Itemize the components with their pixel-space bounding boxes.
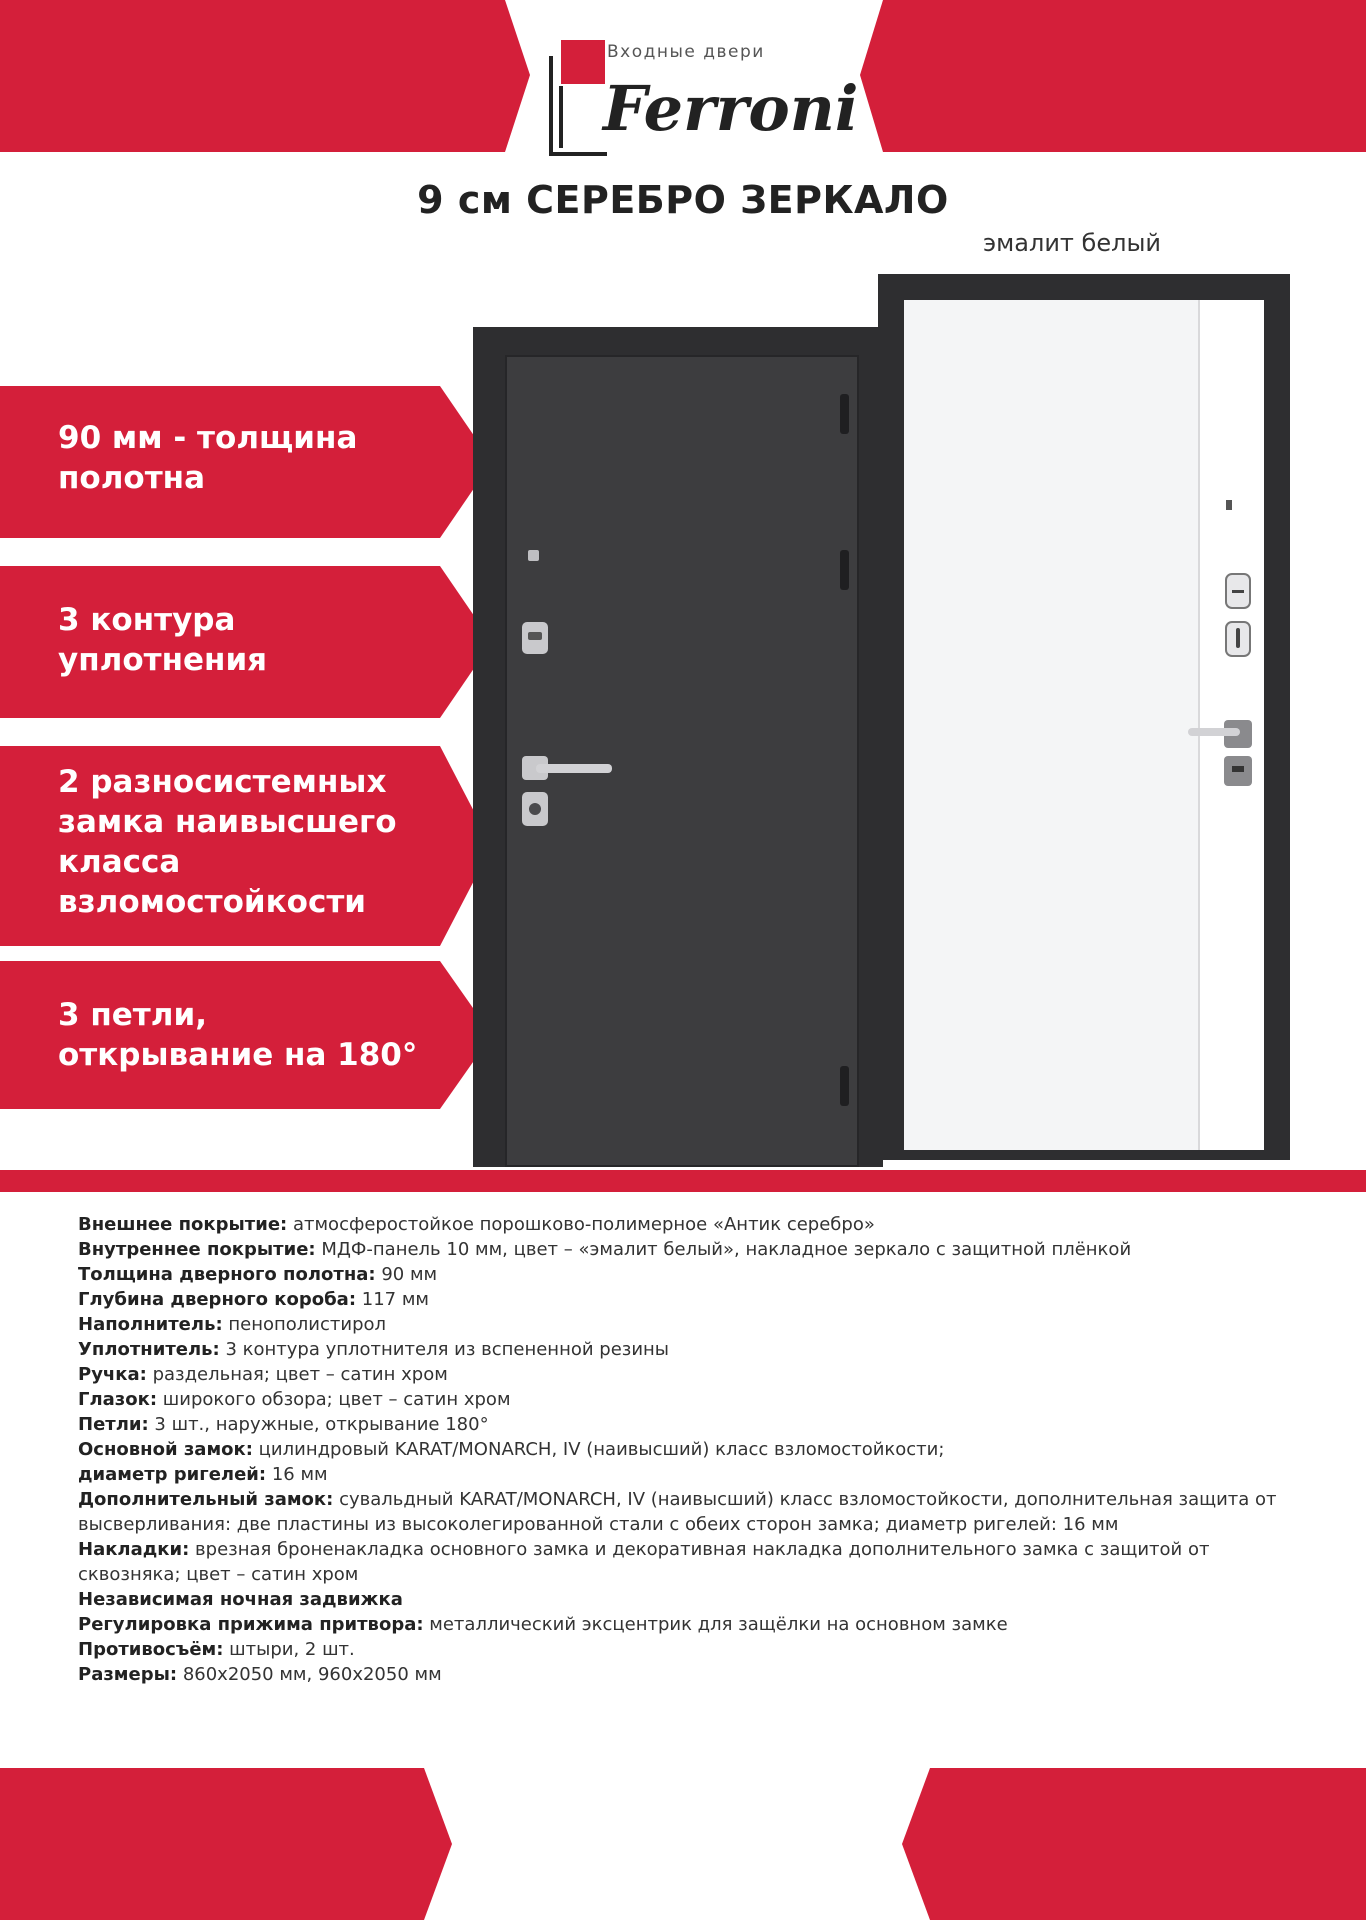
brand-logo: [547, 38, 859, 158]
feature-3-line-3: класса: [58, 844, 181, 880]
spec-row: Петли: 3 шт., наружные, открывание 180°: [78, 1414, 489, 1435]
inner-handle-lever-icon: [1188, 728, 1240, 736]
feature-3-line-2: замка наивысшего: [58, 804, 397, 840]
hinge-bottom-icon: [840, 1066, 849, 1106]
spec-row: Наполнитель: пенополистирол: [78, 1314, 387, 1335]
feature-1-line-1: 90 мм - толщина: [58, 420, 358, 456]
feature-2-line-2: уплотнения: [58, 642, 268, 678]
spec-row: Уплотнитель: 3 контура уплотнителя из вспененной резины: [78, 1339, 670, 1360]
spec-row: Толщина дверного полотна: 90 мм: [78, 1264, 438, 1285]
logo-tagline: Входные двери: [607, 42, 765, 62]
spec-row: Регулировка прижима притвора: металлический эксцентрик для защёлки на основном замке: [78, 1614, 1008, 1635]
feature-2: [58, 600, 468, 680]
feature-4-line-1: 3 петли,: [58, 997, 207, 1033]
spec-row: Дополнительный замок: сувальдный KARAT/MONARCH, IV (наивысший) класс взломостойкости, дополнительная защита от высверливания: две пластины из высоколегированной стали с обеих сторон замка; диаметр ригелей: 16 мм: [78, 1489, 1277, 1535]
feature-1-line-2: полотна: [58, 460, 206, 496]
spec-row: Противосъём: штыри, 2 шт.: [78, 1639, 355, 1660]
section-divider: [0, 1170, 1366, 1192]
feature-3-line-4: взломостойкости: [58, 884, 367, 920]
bottom-banner-left: [0, 1768, 452, 1920]
spec-row: Независимая ночная задвижка: [78, 1589, 403, 1610]
feature-4-line-2: открывание на 180°: [58, 1037, 418, 1073]
door-leaf: [506, 356, 858, 1166]
hinge-middle-icon: [840, 550, 849, 590]
mirror-panel: [904, 300, 1200, 1150]
product-title: 9 см СЕРЕБРО ЗЕРКАЛО: [417, 178, 949, 222]
peephole-icon: [528, 550, 539, 561]
bottom-banner: [0, 1768, 1366, 1920]
inner-finish-label: эмалит белый: [983, 229, 1161, 257]
top-banner-left: [0, 0, 530, 152]
spec-row: Основной замок: цилиндровый KARAT/MONARCH, IV (наивысший) класс взломостойкости;: [78, 1439, 945, 1460]
spec-row: Накладки: врезная броненакладка основного замка и декоративная накладка дополнительного замка с защитой от сквозняка; цвет – сатин хром: [78, 1539, 1210, 1585]
spec-row: Ручка: раздельная; цвет – сатин хром: [78, 1364, 448, 1385]
door-outer-view: [470, 322, 885, 1170]
spec-row: Внутреннее покрытие: МДФ-панель 10 мм, цвет – «эмалит белый», накладное зеркало с защитной плёнкой: [78, 1239, 1132, 1260]
spec-row: Глазок: широкого обзора; цвет – сатин хром: [78, 1389, 511, 1410]
bottom-banner-right: [902, 1768, 1366, 1920]
spec-row: Внешнее покрытие: атмосферостойкое порошково-полимерное «Антик серебро»: [78, 1214, 875, 1235]
spec-row: Глубина дверного короба: 117 мм: [78, 1289, 429, 1310]
feature-2-line-1: 3 контура: [58, 602, 236, 638]
night-latch-icon: [1226, 500, 1232, 510]
spec-row: диаметр ригелей: 16 мм: [78, 1464, 328, 1485]
door-inner-view: [876, 272, 1292, 1162]
feature-1: [58, 418, 468, 498]
handle-lever-icon: [536, 764, 612, 773]
spec-list: [78, 1212, 1308, 1687]
feature-4: [58, 995, 468, 1075]
spec-row: Размеры: 860x2050 мм, 960x2050 мм: [78, 1664, 442, 1685]
top-banner-right: [860, 0, 1366, 152]
feature-3: [58, 762, 468, 922]
feature-3-line-1: 2 разносистемных: [58, 764, 387, 800]
logo-wordmark: Ferroni: [603, 72, 859, 145]
hinge-top-icon: [840, 394, 849, 434]
